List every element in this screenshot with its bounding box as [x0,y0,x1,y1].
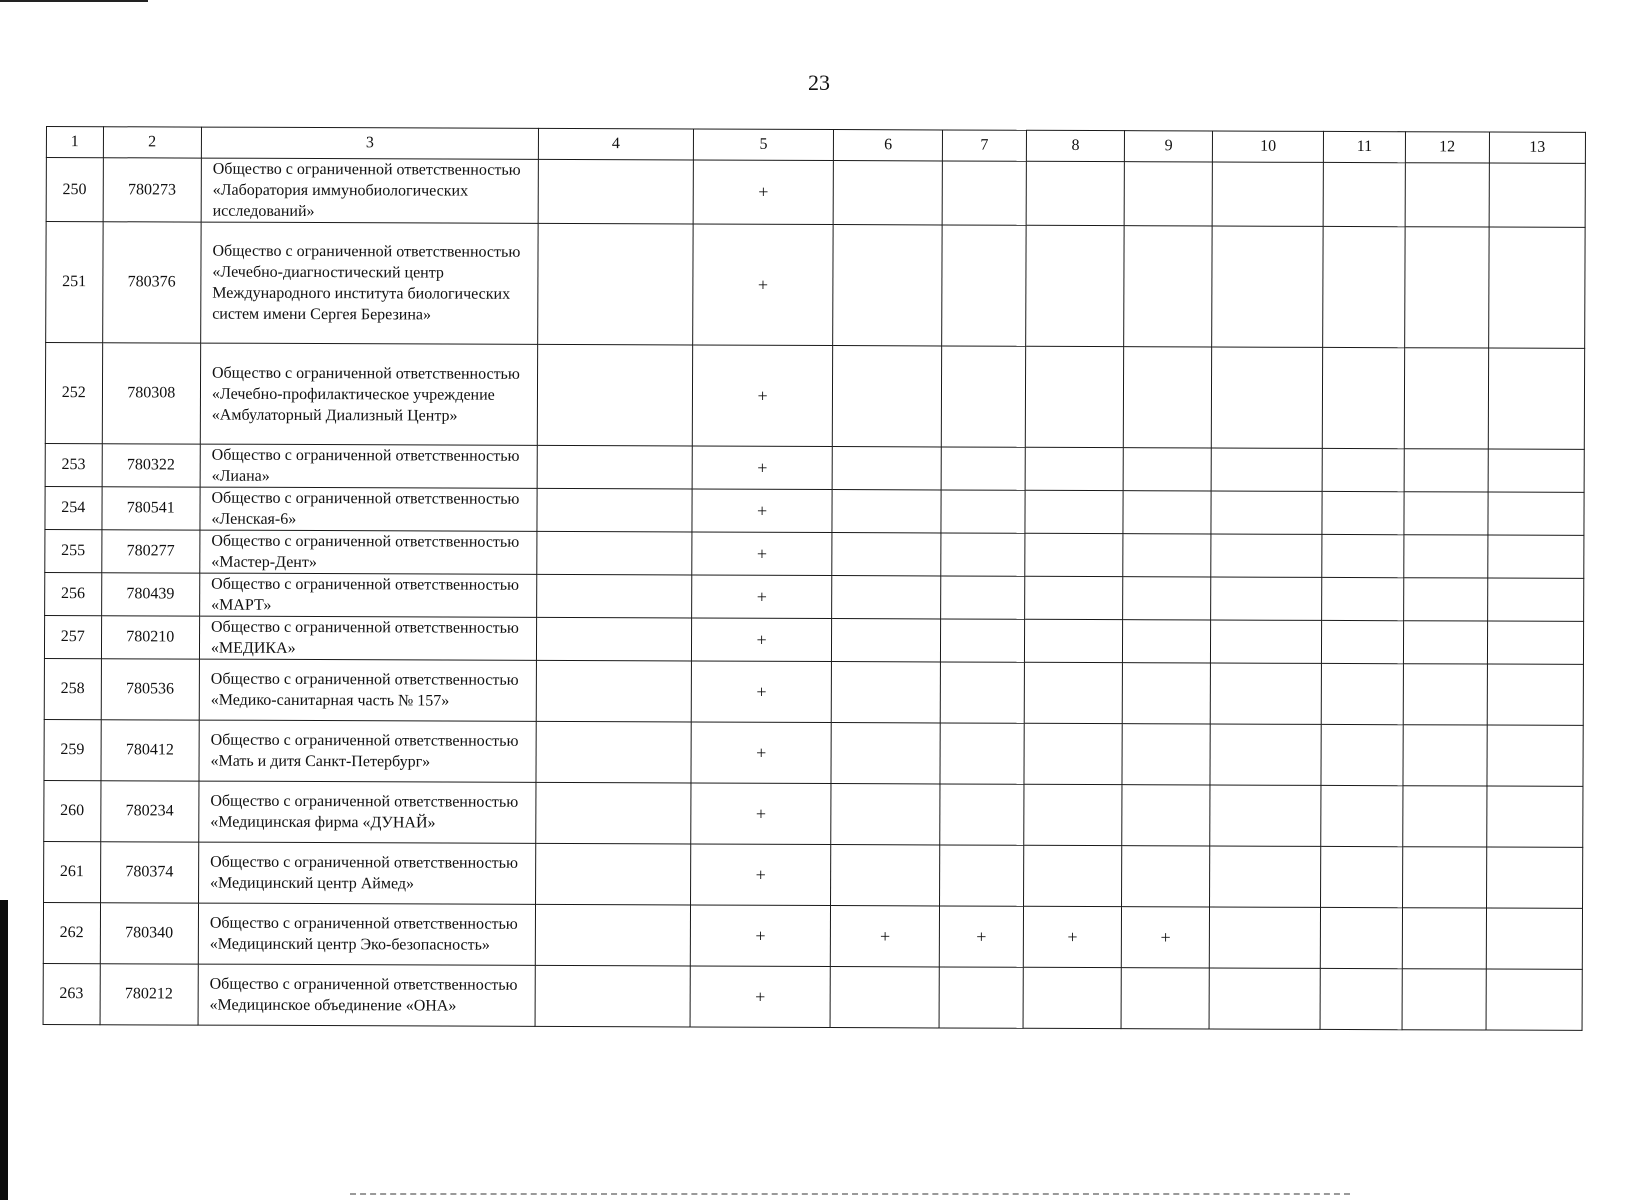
organization-name-cell: Общество с ограниченной ответственностью «МАРТ» [200,573,537,617]
mark-cell-col-9 [1123,534,1211,577]
mark-cell-col-13 [1487,535,1584,578]
mark-cell-col-8: + [1023,906,1122,967]
mark-cell-col-9 [1123,577,1211,620]
mark-cell-col-6 [832,447,941,490]
column-header-4: 4 [538,128,693,160]
registry-code-cell: 780273 [103,158,202,222]
mark-cell-col-4 [535,965,690,1027]
table-body [43,158,1585,1031]
mark-cell-col-5: + [692,575,832,619]
mark-cell-col-11 [1320,907,1402,968]
organization-name-cell: Общество с ограниченной ответственностью «Медицинский центр Эко-безопасность» [198,903,535,965]
row-number-cell: 258 [44,658,101,719]
organization-name-cell: Общество с ограниченной ответственностью «Лаборатория иммунобиологических исследований» [201,158,538,223]
mark-cell-col-5: + [692,345,833,447]
organization-name-cell: Общество с ограниченной ответственностью «МЕДИКА» [199,616,536,660]
table-row [45,572,1584,621]
organization-name-cell: Общество с ограниченной ответственностью «Медицинская фирма «ДУНАЙ» [199,781,536,843]
mark-cell-col-10 [1212,347,1323,448]
mark-cell-col-7 [941,346,1025,447]
mark-cell-col-10 [1211,491,1322,534]
mark-cell-col-9 [1122,724,1210,785]
registry-code-cell: 780322 [102,444,201,487]
mark-cell-col-12 [1403,664,1487,725]
mark-cell-col-11 [1322,577,1404,620]
mark-cell-col-9 [1124,226,1212,347]
mark-cell-col-9 [1123,620,1211,663]
table-row [44,658,1583,725]
scan-artifact-left-edge [0,900,8,1200]
page-number: 23 [808,70,830,95]
mark-cell-col-11 [1323,162,1405,226]
mark-cell-col-11 [1322,534,1404,577]
mark-cell-col-6 [831,784,940,845]
row-number-cell: 252 [45,343,102,444]
mark-cell-col-7 [940,662,1024,723]
row-number-cell: 260 [44,780,101,841]
mark-cell-col-11 [1323,226,1405,347]
mark-cell-col-4 [536,843,691,905]
column-header-5: 5 [693,129,833,161]
mark-cell-col-4 [538,159,693,224]
mark-cell-col-7 [941,533,1025,576]
table-row [44,615,1583,664]
mark-cell-col-11 [1322,347,1404,448]
mark-cell-col-8 [1024,723,1123,784]
row-number-cell: 253 [45,443,102,486]
mark-cell-col-6 [832,619,941,662]
mark-cell-col-11 [1322,448,1404,491]
mark-cell-col-7: + [939,906,1023,967]
table-row [44,780,1583,847]
table-row [44,841,1583,908]
mark-cell-col-13 [1488,492,1585,535]
mark-cell-col-11 [1321,663,1403,724]
mark-cell-col-12 [1402,908,1486,969]
mark-cell-col-13 [1489,163,1586,227]
mark-cell-col-12 [1402,969,1486,1030]
mark-cell-col-8 [1023,845,1122,906]
mark-cell-col-11 [1321,785,1403,846]
mark-cell-col-6 [831,845,940,906]
mark-cell-col-13 [1488,348,1585,449]
mark-cell-col-12 [1403,578,1487,621]
mark-cell-col-5: + [692,446,832,490]
mark-cell-col-10 [1210,846,1321,907]
mark-cell-col-13 [1486,908,1583,969]
mark-cell-col-5: + [692,489,832,533]
mark-cell-col-5: + [690,966,831,1028]
mark-cell-col-13 [1487,725,1584,786]
row-number-cell: 251 [46,222,103,343]
mark-cell-col-8 [1025,533,1124,576]
mark-cell-col-10 [1210,724,1321,785]
row-number-cell: 254 [45,486,102,529]
table-row [44,719,1583,786]
mark-cell-col-7 [940,723,1024,784]
mark-cell-col-4 [535,904,690,966]
mark-cell-col-13 [1487,664,1584,725]
mark-cell-col-10 [1209,968,1320,1029]
table-row [43,963,1582,1030]
mark-cell-col-8 [1025,447,1124,490]
row-number-cell: 257 [44,615,101,658]
mark-cell-col-10 [1210,663,1321,724]
mark-cell-col-7 [940,845,1024,906]
mark-cell-col-9 [1121,968,1209,1029]
mark-cell-col-12 [1404,535,1488,578]
mark-cell-col-4 [537,574,692,618]
mark-cell-col-10 [1212,162,1323,226]
row-number-cell: 255 [45,529,102,572]
table-row [45,443,1584,492]
mark-cell-col-10 [1211,620,1322,663]
mark-cell-col-12 [1405,227,1489,348]
mark-cell-col-13 [1486,969,1583,1030]
mark-cell-col-8 [1026,161,1125,225]
organization-name-cell: Общество с ограниченной ответственностью «Ленская-6» [200,487,537,531]
mark-cell-col-6 [832,576,941,619]
mark-cell-col-6 [831,723,940,784]
row-number-cell: 262 [43,902,100,963]
row-number-cell: 259 [44,719,101,780]
mark-cell-col-7 [942,225,1026,346]
mark-cell-col-7 [942,161,1026,225]
row-number-cell: 256 [45,572,102,615]
organization-name-cell: Общество с ограниченной ответственностью «Лечебно-профилактическое учреждение «Амбулаторный Диализный Центр» [200,343,537,445]
mark-cell-col-5: + [691,661,832,723]
mark-cell-col-6 [832,533,941,576]
mark-cell-col-5: + [692,532,832,576]
mark-cell-col-10 [1211,534,1322,577]
column-header-1: 1 [46,127,103,158]
column-header-13: 13 [1489,132,1586,163]
mark-cell-col-11 [1321,846,1403,907]
column-header-12: 12 [1405,132,1489,163]
mark-cell-col-5: + [691,783,832,845]
organization-name-cell: Общество с ограниченной ответственностью «Лиана» [200,444,537,488]
mark-cell-col-10 [1210,907,1321,968]
mark-cell-col-6 [832,490,941,533]
mark-cell-col-4 [537,531,692,575]
mark-cell-col-5: + [693,160,834,225]
mark-cell-col-12 [1405,163,1489,227]
mark-cell-col-7 [941,447,1025,490]
mark-cell-col-9 [1124,347,1212,448]
organization-name-cell: Общество с ограниченной ответственностью «Мастер-Дент» [200,530,537,574]
mark-cell-col-5: + [690,905,831,967]
row-number-cell: 250 [46,158,103,222]
mark-cell-col-5: + [690,844,831,906]
organization-name-cell: Общество с ограниченной ответственностью «Лечебно-диагностический центр Международного института биологических систем имени Сергея Березина» [201,222,539,344]
mark-cell-col-9 [1122,846,1210,907]
mark-cell-col-9 [1124,162,1212,226]
organization-name-cell: Общество с ограниченной ответственностью «Мать и дитя Санкт-Петербург» [199,720,536,782]
column-header-8: 8 [1026,130,1125,161]
registry-code-cell: 780412 [101,720,200,781]
mark-cell-col-10 [1210,785,1321,846]
mark-cell-col-7 [941,576,1025,619]
mark-cell-col-10 [1212,226,1323,347]
registry-code-cell: 780340 [100,903,199,964]
mark-cell-col-9 [1122,785,1210,846]
mark-cell-col-13 [1486,847,1583,908]
table-row [45,529,1584,578]
scan-artifact-top-rule [0,0,148,2]
organization-name-cell: Общество с ограниченной ответственностью «Медицинский центр Аймед» [198,842,535,904]
mark-cell-col-8 [1023,967,1122,1028]
mark-cell-col-10 [1211,448,1322,491]
mark-cell-col-4 [536,782,691,844]
column-header-7: 7 [943,130,1027,161]
mark-cell-col-9 [1123,491,1211,534]
row-number-cell: 261 [44,841,101,902]
mark-cell-col-6 [831,662,940,723]
organization-name-cell: Общество с ограниченной ответственностью «Медицинское объединение «ОНА» [198,964,535,1026]
mark-cell-col-7 [939,967,1023,1028]
mark-cell-col-8 [1025,576,1124,619]
table-row [45,486,1584,535]
mark-cell-col-8 [1024,784,1123,845]
registry-code-cell: 780376 [102,222,201,343]
mark-cell-col-12 [1403,786,1487,847]
row-number-cell: 263 [43,963,100,1024]
mark-cell-col-13 [1486,786,1583,847]
mark-cell-col-4 [536,617,691,661]
mark-cell-col-9: + [1122,907,1210,968]
column-header-11: 11 [1324,131,1406,162]
mark-cell-col-11 [1322,491,1404,534]
mark-cell-col-11 [1320,968,1402,1029]
mark-cell-col-8 [1025,490,1124,533]
mark-cell-col-8 [1024,662,1123,723]
mark-cell-col-10 [1211,577,1322,620]
mark-cell-col-6 [833,346,942,447]
registry-code-cell: 780277 [101,530,200,573]
mark-cell-col-12 [1403,621,1487,664]
registry-code-cell: 780212 [100,964,199,1025]
mark-cell-col-8 [1024,619,1123,662]
mark-cell-col-4 [537,488,692,532]
mark-cell-col-6: + [831,906,940,967]
mark-cell-col-4 [538,223,693,345]
mark-cell-col-12 [1403,725,1487,786]
table-row [45,343,1584,450]
registry-code-cell: 780210 [101,616,200,659]
column-header-10: 10 [1213,131,1324,162]
column-header-3: 3 [201,127,538,159]
registry-code-cell: 780439 [101,573,200,616]
column-header-9: 9 [1125,131,1213,162]
mark-cell-col-13 [1487,621,1584,664]
organization-register-table [43,126,1586,1031]
mark-cell-col-4 [536,721,691,783]
mark-cell-col-13 [1488,227,1585,348]
mark-cell-col-8 [1026,225,1125,346]
mark-cell-col-12 [1404,348,1488,449]
registry-code-cell: 780536 [101,659,200,720]
mark-cell-col-12 [1402,847,1486,908]
registry-code-cell: 780308 [102,343,201,444]
mark-cell-col-13 [1487,578,1584,621]
registry-code-cell: 780234 [100,781,199,842]
registry-code-cell: 780541 [101,487,200,530]
mark-cell-col-13 [1488,449,1585,492]
table-row [43,902,1582,969]
mark-cell-col-11 [1322,620,1404,663]
registry-code-cell: 780374 [100,842,199,903]
scan-artifact-bottom-rule [350,1193,1350,1195]
column-header-2: 2 [103,127,202,158]
mark-cell-col-12 [1404,449,1488,492]
mark-cell-col-5: + [691,722,832,784]
mark-cell-col-4 [537,445,692,489]
mark-cell-col-8 [1025,346,1124,447]
column-header-6: 6 [834,130,943,161]
mark-cell-col-6 [830,967,939,1028]
organization-name-cell: Общество с ограниченной ответственностью «Медико-санитарная часть № 157» [199,659,536,721]
mark-cell-col-7 [941,490,1025,533]
mark-cell-col-9 [1123,663,1211,724]
mark-cell-col-5: + [693,224,834,346]
mark-cell-col-11 [1321,724,1403,785]
table-row [46,222,1585,349]
mark-cell-col-7 [941,619,1025,662]
mark-cell-col-4 [536,660,691,722]
mark-cell-col-6 [833,225,942,346]
mark-cell-col-5: + [691,618,831,662]
mark-cell-col-4 [537,344,692,446]
mark-cell-col-6 [833,161,942,225]
mark-cell-col-7 [940,784,1024,845]
mark-cell-col-9 [1123,448,1211,491]
mark-cell-col-12 [1404,492,1488,535]
table-row [46,158,1585,228]
